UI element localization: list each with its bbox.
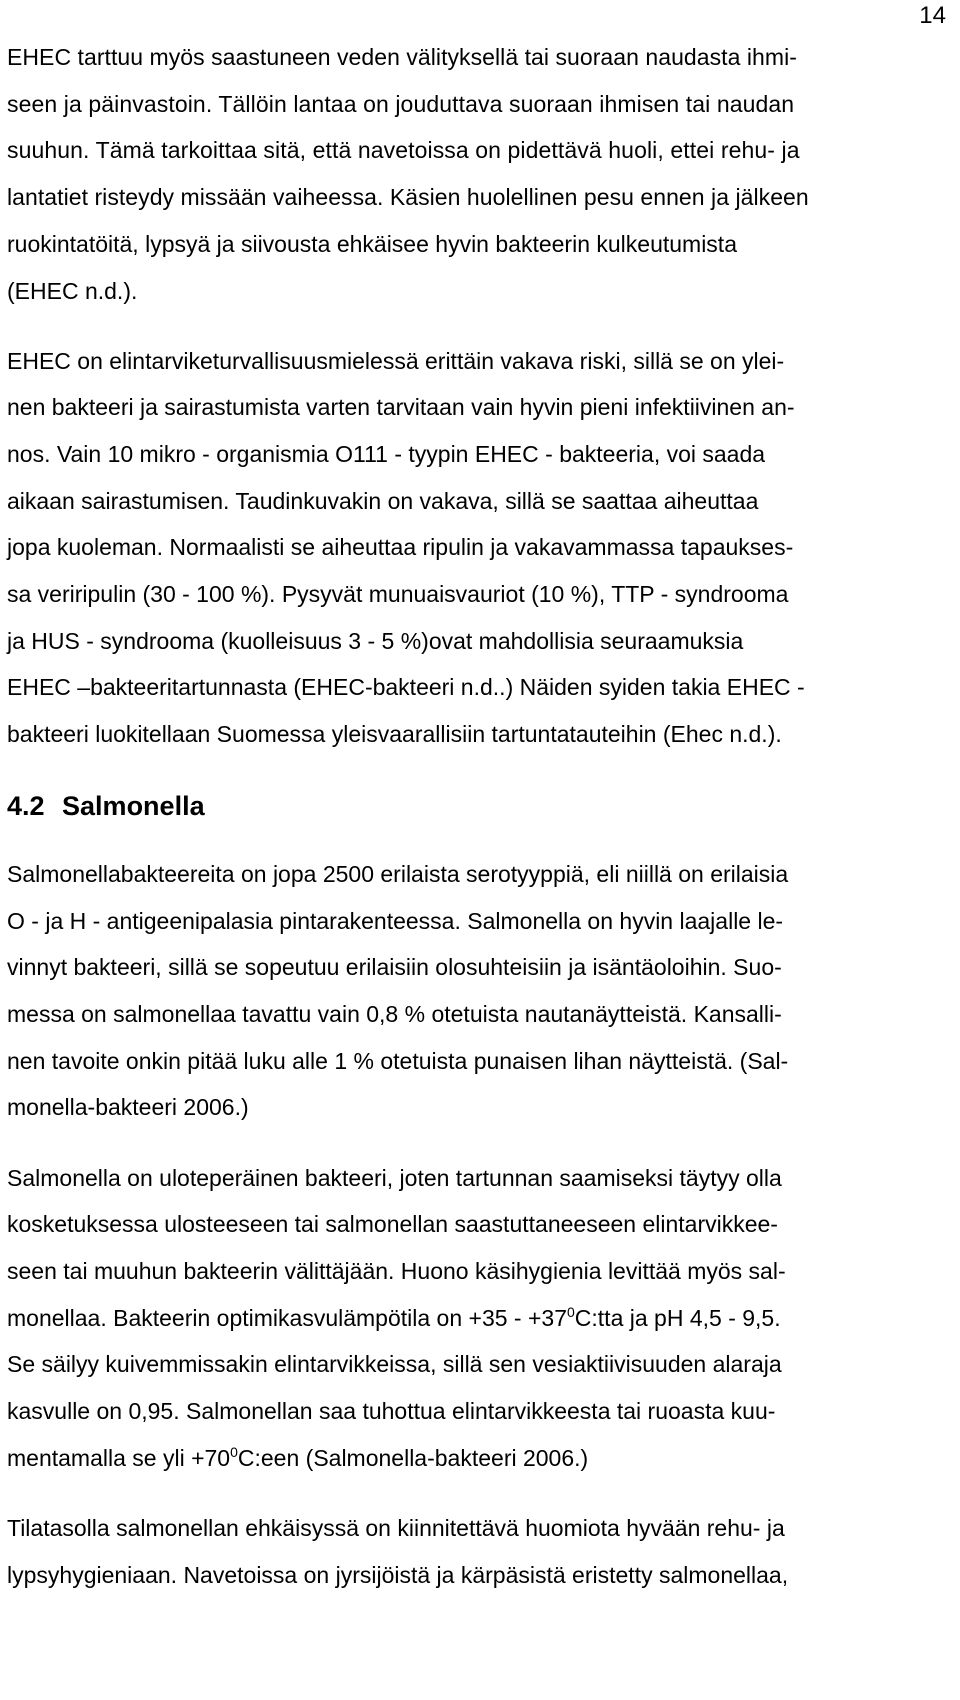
text-line-with-superscript — [7, 1304, 781, 1331]
text-segment: mentamalla se yli +70 — [7, 1445, 231, 1471]
text-line: EHEC –bakteeritartunnasta (EHEC-bakteeri n.d..) Näiden syiden takia EHEC - — [7, 674, 805, 700]
text-line: jopa kuoleman. Normaalisti se aiheuttaa ripulin ja vakavammassa tapaukses- — [7, 534, 794, 560]
text-line: ruokintatöitä, lypsyä ja siivousta ehkäisee hyvin bakteerin kulkeutumista — [7, 231, 737, 257]
text-line: lantatiet risteydy missään vaiheessa. Käsien huolellinen pesu ennen ja jälkeen — [7, 184, 809, 210]
text-line: Se säilyy kuivemmissakin elintarvikkeissa, sillä sen vesiaktiivisuuden alaraja — [7, 1351, 782, 1377]
text-segment: C:een (Salmonella-bakteeri 2006.) — [237, 1445, 589, 1471]
text-line: nen tavoite onkin pitää luku alle 1 % otetuista punaisen lihan näytteistä. (Sal- — [7, 1048, 789, 1074]
text-line: kosketuksessa ulosteeseen tai salmonellan saastuttaneeseen elintarvikkee- — [7, 1211, 778, 1237]
text-line: nen bakteeri ja sairastumista varten tarvitaan vain hyvin pieni infektiivinen an- — [7, 394, 795, 420]
text-line: bakteeri luokitellaan Suomessa yleisvaarallisiin tartuntatauteihin (Ehec n.d.). — [7, 721, 782, 747]
text-line: Salmonella on uloteperäinen bakteeri, joten tartunnan saamiseksi täytyy olla — [7, 1165, 782, 1191]
text-line: Tilatasolla salmonellan ehkäisyssä on kiinnitettävä huomiota hyvään rehu- ja — [7, 1515, 785, 1541]
text-line: EHEC on elintarviketurvallisuusmielessä erittäin vakava riski, sillä se on ylei- — [7, 348, 785, 374]
section-heading: 4.2 Salmonella — [7, 791, 205, 821]
text-line: seen tai muuhun bakteerin välittäjään. Huono käsihygienia levittää myös sal- — [7, 1258, 786, 1284]
text-line: aikaan sairastumisen. Taudinkuvakin on vakava, sillä se saattaa aiheuttaa — [7, 488, 759, 514]
text-line: monella-bakteeri 2006.) — [7, 1094, 249, 1120]
text-line: (EHEC n.d.). — [7, 278, 138, 304]
text-line: nos. Vain 10 mikro - organismia O111 - tyypin EHEC - bakteeria, voi saada — [7, 441, 766, 467]
page-number: 14 — [919, 2, 946, 29]
text-line: ja HUS - syndrooma (kuolleisuus 3 - 5 %)ovat mahdollisia seuraamuksia — [7, 628, 744, 654]
text-line: Salmonellabakteereita on jopa 2500 erilaista serotyyppiä, eli niillä on erilaisia — [7, 861, 789, 887]
text-line: vinnyt bakteeri, sillä se sopeutuu erilaisiin olosuhteisiin ja isäntäoloihin. Suo- — [7, 954, 782, 980]
text-line: messa on salmonellaa tavattu vain 0,8 % otetuista nautanäytteistä. Kansalli- — [7, 1001, 782, 1027]
text-line: kasvulle on 0,95. Salmonellan saa tuhottua elintarvikkeesta tai ruoasta kuu- — [7, 1398, 776, 1424]
superscript-degree: 0 — [567, 1304, 575, 1320]
text-line: O - ja H - antigeenipalasia pintarakenteessa. Salmonella on hyvin laajalle le- — [7, 908, 784, 934]
superscript-degree: 0 — [230, 1444, 238, 1460]
text-line: EHEC tarttuu myös saastuneen veden välityksellä tai suoraan naudasta ihmi- — [7, 44, 797, 70]
text-line: suuhun. Tämä tarkoittaa sitä, että navetoissa on pidettävä huoli, ettei rehu- ja — [7, 137, 800, 163]
text-line: lypsyhygieniaan. Navetoissa on jyrsijöistä ja kärpäsistä eristetty salmonellaa, — [7, 1562, 789, 1588]
text-segment: C:tta ja pH 4,5 - 9,5. — [574, 1305, 781, 1331]
text-segment: monellaa. Bakteerin optimikasvulämpötila on +35 - +37 — [7, 1305, 567, 1331]
text-line-with-superscript — [7, 1444, 589, 1471]
text-line: seen ja päinvastoin. Tällöin lantaa on jouduttava suoraan ihmisen tai naudan — [7, 91, 795, 117]
text-line: sa veriripulin (30 - 100 %). Pysyvät munuaisvauriot (10 %), TTP - syndrooma — [7, 581, 789, 607]
